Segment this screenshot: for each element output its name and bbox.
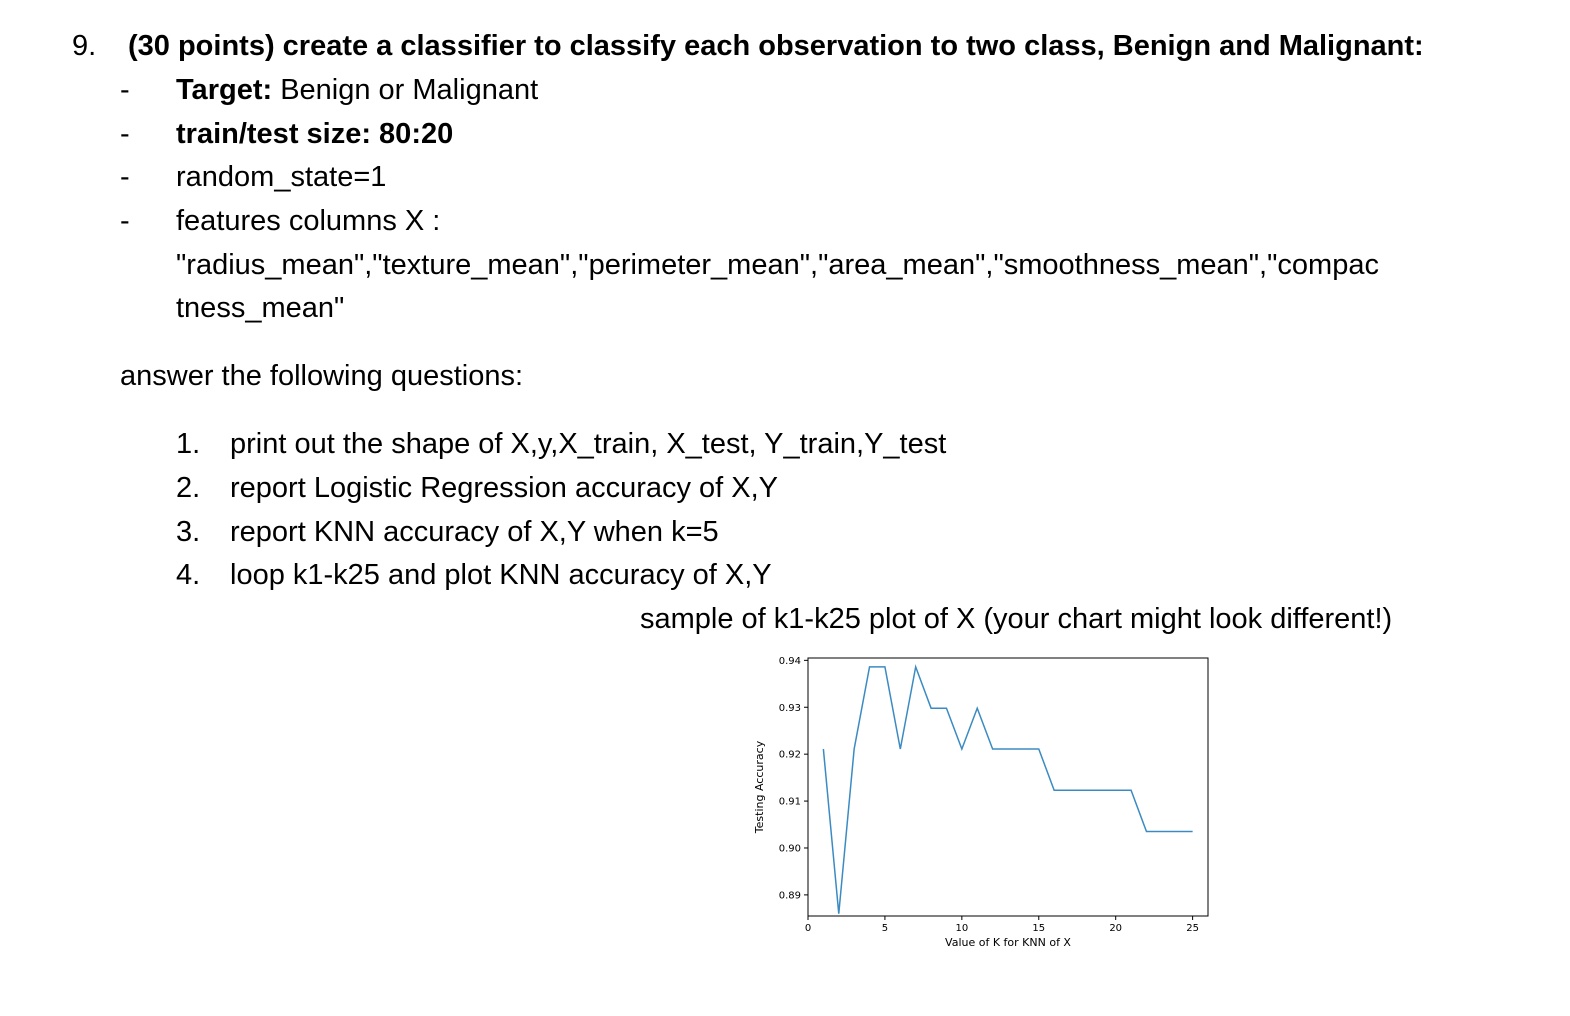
task-text: report KNN accuracy of X,Y when k=5	[230, 516, 719, 548]
bullet-item-split: train/test size: 80:20	[176, 118, 454, 150]
task-number: 1.	[176, 428, 201, 460]
x-tick-label: 5	[881, 923, 889, 934]
accuracy-series-line	[823, 667, 1192, 914]
bullet-item-features: features columns X :	[176, 205, 441, 237]
features-list-line-1: "radius_mean","texture_mean","perimeter_mean","area_mean","smoothness_mean","compac	[176, 249, 1379, 281]
y-axis-label: Testing Accuracy	[753, 740, 766, 834]
task-number: 2.	[176, 472, 201, 504]
bullet-dash: -	[120, 118, 130, 150]
y-tick-label: 0.93	[778, 702, 801, 714]
task-number: 4.	[176, 559, 201, 591]
bullet-dash: -	[120, 161, 130, 193]
bullet-value: Benign or Malignant	[272, 74, 539, 106]
x-tick-label: 15	[1032, 923, 1046, 934]
x-tick-label: 10	[955, 923, 969, 934]
features-list-line-2: tness_mean"	[176, 292, 345, 324]
x-tick-label: 20	[1109, 923, 1123, 934]
question-title: (30 points) create a classifier to classify each observation to two class, Benign and Malignant:	[128, 30, 1424, 62]
bullet-dash: -	[120, 74, 130, 106]
knn-accuracy-chart	[740, 645, 1220, 965]
task-text: loop k1-k25 and plot KNN accuracy of X,Y	[230, 559, 772, 591]
question-number: 9.	[72, 30, 97, 62]
bullet-dash: -	[120, 205, 130, 237]
bullet-item-random-state: random_state=1	[176, 161, 387, 193]
task-text: print out the shape of X,y,X_train, X_test, Y_train,Y_test	[230, 428, 947, 460]
instructions-text: answer the following questions:	[120, 360, 524, 392]
chart-caption: sample of k1-k25 plot of X (your chart might look different!)	[640, 603, 1393, 635]
x-axis-label: Value of K for KNN of X	[945, 936, 1071, 949]
y-tick-label: 0.94	[778, 655, 801, 667]
y-tick-label: 0.89	[778, 890, 801, 902]
bullet-label: Target:	[176, 74, 273, 106]
task-number: 3.	[176, 516, 201, 548]
x-tick-label: 25	[1186, 923, 1199, 934]
y-tick-label: 0.92	[778, 749, 801, 761]
bullet-item-target	[176, 72, 538, 108]
plot-frame	[808, 658, 1208, 916]
x-tick-label: 0	[804, 923, 812, 934]
y-tick-label: 0.91	[778, 796, 801, 808]
y-tick-label: 0.90	[778, 843, 801, 855]
task-text: report Logistic Regression accuracy of X,Y	[230, 472, 779, 504]
